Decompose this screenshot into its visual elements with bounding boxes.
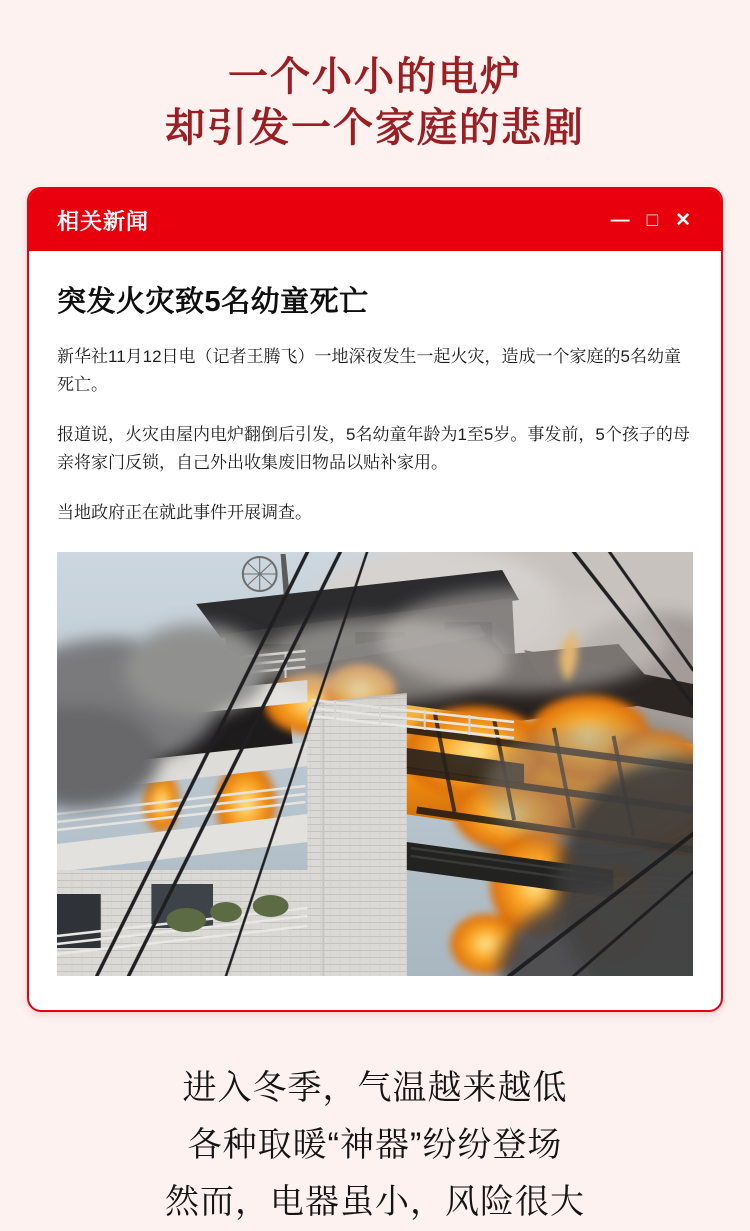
- intro-title-line2: 却引发一个家庭的悲剧: [165, 106, 585, 150]
- article-body: [29, 251, 721, 1010]
- article-paragraph-1: 新华社11月12日电（记者王腾飞）一地深夜发生一起火灾，造成一个家庭的5名幼童死亡。: [57, 347, 682, 394]
- intro-title-line1: 一个小小的电炉: [228, 55, 522, 99]
- close-icon[interactable]: ✕: [675, 209, 691, 231]
- article-headline: 突发火灾致5名幼童死亡: [57, 286, 369, 318]
- intro-title: [0, 0, 750, 154]
- outro-text: [0, 1060, 750, 1231]
- window-titlebar: [29, 189, 721, 251]
- article-paragraph-2: 报道说，火灾由屋内电炉翻倒后引发，5名幼童年龄为1至5岁。事发前，5个孩子的母亲将家门反锁，自己外出收集废旧物品以贴补家用。: [57, 425, 690, 472]
- outro-line1: 进入冬季，气温越来越低: [182, 1068, 568, 1107]
- related-news-window: [27, 187, 723, 1012]
- window-controls: [611, 211, 691, 230]
- outro-line2: 各种取暖“神器”纷纷登场: [187, 1125, 563, 1164]
- burning-building-photo: [57, 552, 693, 976]
- maximize-icon[interactable]: □: [646, 209, 659, 231]
- article-paragraph-3: 当地政府正在就此事件开展调查。: [57, 503, 312, 523]
- minimize-icon[interactable]: —: [610, 209, 630, 231]
- outro-line3: 然而，电器虽小，风险很大: [165, 1182, 585, 1221]
- window-title: 相关新闻: [57, 208, 150, 234]
